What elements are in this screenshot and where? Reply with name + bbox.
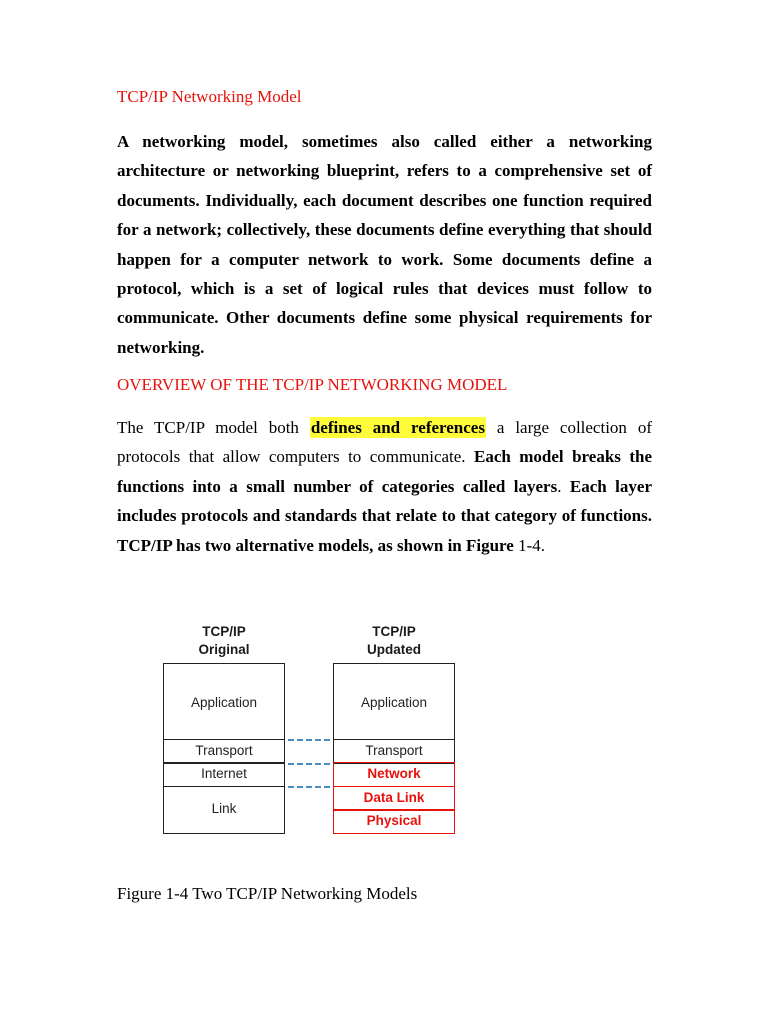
highlighted-phrase: defines and references [310, 418, 485, 437]
updated-title-line2: Updated [367, 642, 421, 657]
overview-bold-1: Each model breaks the functions into a small number of categories called layers [117, 447, 652, 496]
updated-layer-physical: Physical [333, 809, 455, 834]
updated-layer-transport: Transport [333, 739, 455, 764]
connector-internet [288, 763, 330, 765]
overview-text-4: 1-4. [513, 535, 546, 555]
original-layer-stack [163, 663, 285, 834]
updated-model-title [332, 623, 456, 659]
original-title-line1: TCP/IP [202, 624, 246, 639]
section-title-tcpip-model: TCP/IP Networking Model [117, 87, 302, 106]
original-layer-application: Application [163, 663, 285, 740]
original-model-title [162, 623, 286, 659]
overview-paragraph [117, 413, 652, 560]
connector-link [288, 786, 330, 788]
overview-text-3: . [557, 476, 570, 496]
figure-caption: Figure 1-4 Two TCP/IP Networking Models [117, 884, 418, 903]
overview-text-1: The TCP/IP model both [117, 418, 310, 437]
updated-layer-data-link: Data Link [333, 786, 455, 811]
original-title-line2: Original [198, 642, 250, 657]
updated-layer-network: Network [333, 762, 455, 787]
overview-text-2: a large collection of protocols that allow computers to communicate. [117, 418, 652, 467]
tcpip-models-figure [162, 620, 462, 840]
overview-bold-2: Each layer includes protocols and standards that relate to that category of functions. TCP/IP has two alternative models, as shown in Figure [117, 476, 652, 555]
original-layer-link: Link [163, 786, 285, 834]
networking-model-paragraph: A networking model, sometimes also called either a networking architecture or networking blueprint, refers to a comprehensive set of documents. Individually, each document describes one function required for a network; collectively, these documents define everything that should happen for a computer network to work. Some documents define a protocol, which is a set of logical rules that devices must follow to communicate. Other documents define some physical requirements for networking. [117, 132, 652, 357]
updated-layer-stack [333, 663, 455, 834]
section-title-overview: OVERVIEW OF THE TCP/IP NETWORKING MODEL [117, 375, 508, 394]
connector-transport [288, 739, 330, 741]
original-layer-transport: Transport [163, 739, 285, 764]
original-layer-internet: Internet [163, 762, 285, 787]
updated-layer-application: Application [333, 663, 455, 740]
updated-title-line1: TCP/IP [372, 624, 416, 639]
